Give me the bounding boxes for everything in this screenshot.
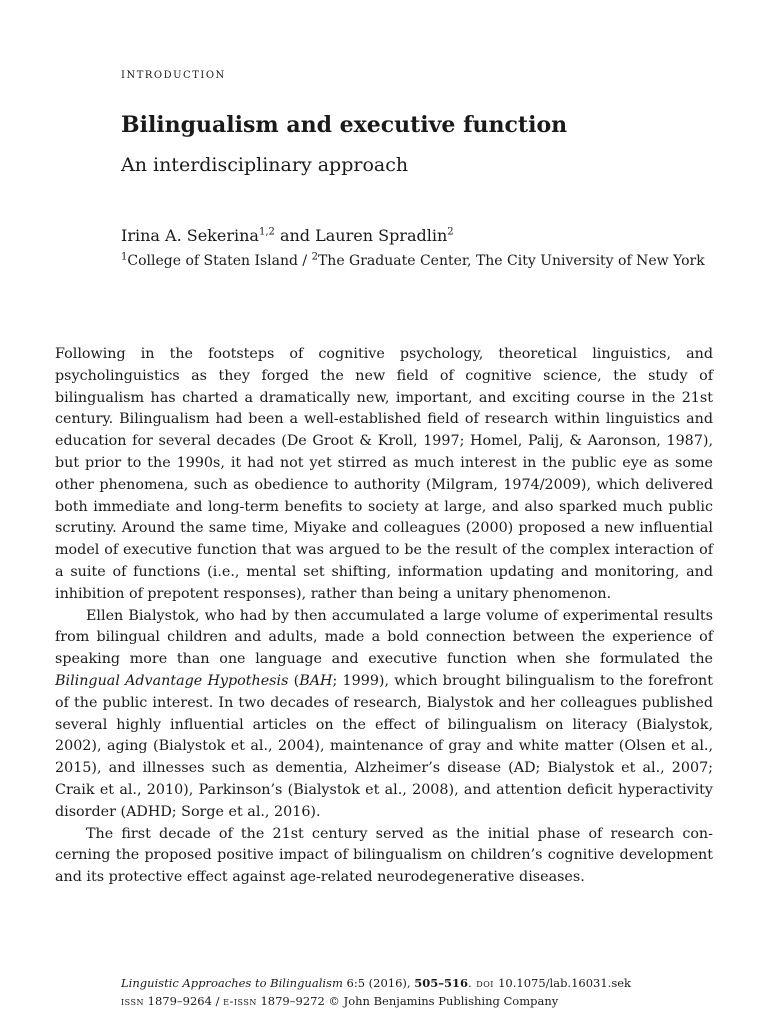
section-label: introduction — [121, 66, 226, 82]
affiliation-marker: 1 — [121, 251, 128, 263]
author-affiliation-marker: 2 — [447, 226, 454, 238]
article-subtitle: An interdisciplinary approach — [121, 154, 409, 176]
eissn-value: 1879–9272 — [256, 994, 325, 1008]
emphasis-text: Bilingual Advantage Hypothesis — [55, 672, 289, 689]
affiliation-marker: 2 — [311, 251, 318, 263]
affiliation-text: The Graduate Center, The City University of New York — [317, 253, 705, 269]
body-paragraph — [55, 606, 713, 824]
page-footer — [121, 974, 631, 1010]
doi-value[interactable]: 10.1075/lab.16031.sek — [498, 976, 632, 990]
author-conjunction: and — [274, 226, 316, 245]
author-name: Lauren Spradlin — [315, 226, 448, 245]
paragraph-text: ( — [288, 672, 300, 689]
article-title: Bilingualism and executive function — [121, 112, 568, 138]
doi-label: . doi — [468, 976, 499, 990]
journal-name: Linguistic Approaches to Bilingualism — [121, 976, 343, 990]
author-line — [121, 226, 454, 245]
issn-value: 1879–9264 / — [143, 994, 224, 1008]
author-name: Irina A. Sekerina — [121, 226, 259, 245]
citation-line — [121, 974, 631, 992]
page-range: 505–516 — [414, 976, 468, 990]
article-body — [55, 344, 713, 889]
eissn-label: e-issn — [223, 994, 257, 1008]
issn-line — [121, 992, 631, 1010]
author-affiliation-marker: 1,2 — [258, 226, 275, 238]
paragraph-text: ; 1999), which brought bilingualism to the forefront of the public interest. In two decades of research, Bialystok and her colleagues published several highly influential articles on the effect of bilingualism on literacy (Bialystok, 2002), aging (Bialystok et al., 2004), maintenance of gray and white matter (Olsen et al., 2015), and illnesses such as dementia, Alzheimer’s disease (AD; Bialystok et al., 2007; Craik et al., 2010), Parkinson’s (Bialystok et al., 2008), and attention deficit hyperactivity disorder (ADHD; Sorge et al., 2016). — [55, 672, 714, 820]
emphasis-text: BAH — [299, 672, 333, 689]
affiliation-text: College of Staten Island / — [127, 253, 312, 269]
volume-info: 6:5 (2016), — [342, 976, 415, 990]
body-paragraph: The first decade of the 21st century served as the initial phase of research concerning the proposed positive impact of bilingualism on children’s cognitive development and its protective effect against age-related neurodegenerative diseases. — [55, 825, 713, 886]
body-paragraph: Following in the footsteps of cognitive psychology, theoretical linguistics, and psycholinguistics as they forged the new field of cognitive science, the study of bilingualism has charted a dramatically new, important, and exciting course in the 21st century. Bilingualism had been a well-established field of research within linguistics and education for several decades (De Groot & Kroll, 1997; Homel, Palij, & Aaronson, 1987), but prior to the 1990s, it had not yet stirred as much interest in the public eye as some other phenomena, such as obedience to authority (Milgram, 1974/2009), which delivered both immediate and long-term benefits to society at large, and also sparked much public scrutiny. Around the same time, Miyake and colleagues (2000) proposed a new influential model of executive function that was argued to be the result of the complex interaction of a suite of functions (i.e., mental set shifting, information updating and monitoring, and inhibition of prepotent responses), rather than being a unitary phenomenon. — [55, 346, 713, 602]
paragraph-text: Ellen Bialystok, who had by then accumulated a large volume of experimental results from bilingual children and adults, made a bold connection between the experience of speaking more than one language and executive function when she formulated the — [55, 607, 713, 668]
affiliations — [121, 250, 721, 272]
publisher-text: © John Benjamins Publishing Company — [324, 994, 559, 1008]
issn-label: issn — [121, 994, 144, 1008]
